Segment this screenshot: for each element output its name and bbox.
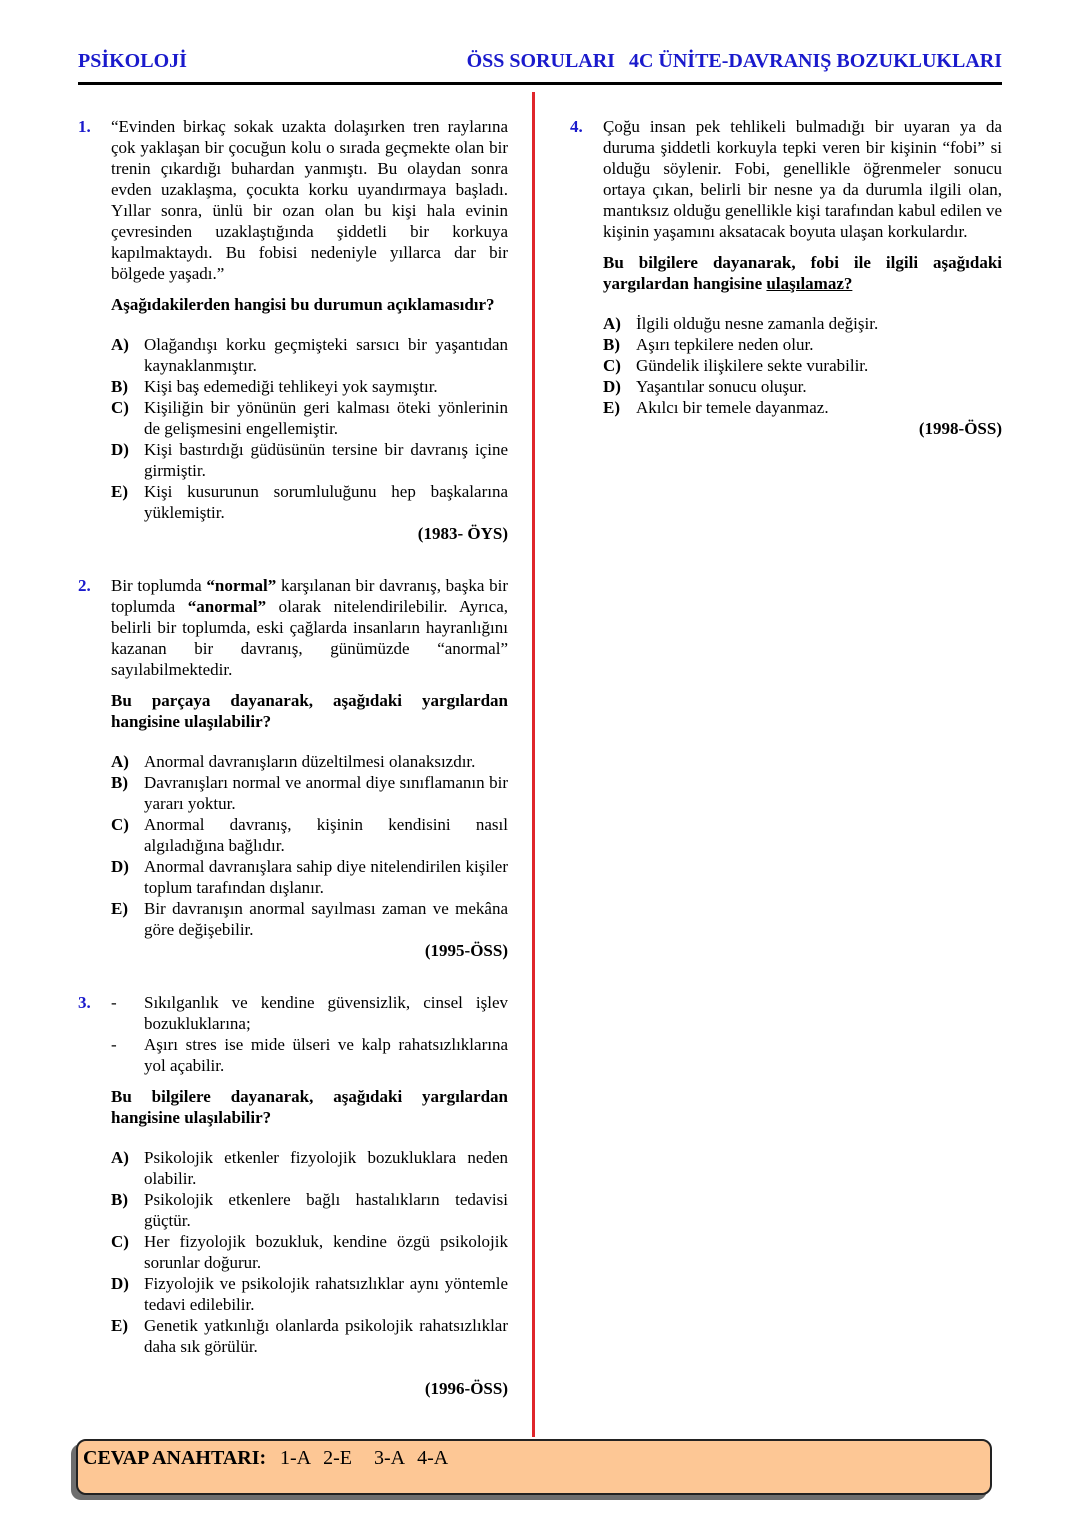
answer-item: 3-A bbox=[374, 1447, 406, 1469]
stem-text: karşılanan bir davranış, başka bir toplumda bbox=[111, 576, 508, 616]
option-text: Her fizyolojik bozukluk, kendine özgü psikolojik sorunlar doğurur. bbox=[144, 1232, 508, 1272]
question-2 bbox=[78, 575, 508, 961]
option-c[interactable] bbox=[111, 814, 508, 856]
stem-text: Bir toplumda bbox=[111, 576, 207, 595]
option-text: Anormal davranışlara sahip diye nitelendirilen kişiler toplum tarafından dışlanır. bbox=[144, 857, 508, 897]
option-letter: B) bbox=[603, 335, 620, 354]
option-letter: E) bbox=[111, 899, 128, 918]
option-letter: B) bbox=[111, 773, 128, 792]
option-text: Gündelik ilişkilere sekte vurabilir. bbox=[636, 356, 869, 375]
option-d[interactable] bbox=[111, 1273, 508, 1315]
option-letter: E) bbox=[603, 398, 620, 417]
stem-emphasis: “normal” bbox=[206, 576, 277, 595]
option-b[interactable] bbox=[111, 772, 508, 814]
option-letter: E) bbox=[111, 1316, 128, 1335]
option-letter: D) bbox=[111, 1274, 129, 1293]
option-a[interactable] bbox=[111, 1147, 508, 1189]
answer-key-box bbox=[76, 1439, 992, 1495]
header-rule bbox=[78, 82, 1002, 85]
option-b[interactable] bbox=[111, 376, 508, 397]
option-e[interactable] bbox=[111, 481, 508, 523]
option-b[interactable] bbox=[603, 334, 1002, 355]
premise-item bbox=[111, 992, 508, 1034]
option-letter: A) bbox=[111, 1148, 129, 1167]
option-text: Psikolojik etkenlere bağlı hastalıkların tedavisi güçtür. bbox=[144, 1190, 508, 1230]
option-a[interactable] bbox=[111, 751, 508, 772]
option-letter: C) bbox=[111, 1232, 129, 1251]
option-d[interactable] bbox=[111, 439, 508, 481]
question-prompt: Bu parçaya dayanarak, aşağıdaki yargılardan hangisine ulaşılabilir? bbox=[111, 691, 508, 731]
unit-title: 4C ÜNİTE-DAVRANIŞ BOZUKLUKLARI bbox=[628, 50, 1002, 72]
option-c[interactable] bbox=[603, 355, 1002, 376]
premise-text: Sıkılganlık ve kendine güvensizlik, cinsel işlev bozukluklarına; bbox=[144, 993, 508, 1033]
option-c[interactable] bbox=[111, 1231, 508, 1273]
option-a[interactable] bbox=[111, 334, 508, 376]
option-d[interactable] bbox=[603, 376, 1002, 397]
question-source: (1995-ÖSS) bbox=[424, 941, 508, 960]
prompt-emphasis: ulaşılamaz? bbox=[766, 274, 853, 293]
option-text: Davranışları normal ve anormal diye sınıflamanın bir yararı yoktur. bbox=[144, 773, 508, 813]
option-letter: A) bbox=[111, 752, 129, 771]
answer-item: 1-A bbox=[280, 1447, 312, 1469]
question-number: 3. bbox=[78, 993, 91, 1012]
series-title: ÖSS SORULARI bbox=[466, 50, 615, 72]
right-column bbox=[570, 116, 1002, 439]
option-text: Anormal davranışların düzeltilmesi olanaksızdır. bbox=[144, 752, 476, 771]
option-letter: B) bbox=[111, 377, 128, 396]
option-text: Fizyolojik ve psikolojik rahatsızlıklar aynı yöntemle tedavi edilebilir. bbox=[144, 1274, 508, 1314]
stem-emphasis: “anormal” bbox=[187, 597, 267, 616]
option-e[interactable] bbox=[603, 397, 1002, 418]
option-letter: A) bbox=[603, 314, 621, 333]
header-right bbox=[467, 50, 1002, 73]
question-prompt: Aşağıdakilerden hangisi bu durumun açıklamasıdır? bbox=[111, 295, 495, 314]
premise-text: Aşırı stres ise mide ülseri ve kalp rahatsızlıklarına yol açabilir. bbox=[144, 1035, 508, 1075]
options bbox=[603, 313, 1002, 418]
option-letter: D) bbox=[111, 857, 129, 876]
question-stem: “Evinden birkaç sokak uzakta dolaşırken tren raylarına çok yaklaşan bir çocuğun kolu o sırada geçmekte olan bir trenin çıkardığı buhardan yanmıştı. Bu olaydan sonra evden uzaklaşma, çocukta korku uyandırmaya başladı. Yıllar sonra, ünlü bir ozan olan bu kişi hala evinin çevresinden uzaklaştığında şiddetli bir korkuya kapılmaktaydı. Bu fobisi nedeniyle yıllarca dar bir bölgede yaşadı.” bbox=[111, 117, 508, 283]
option-letter: D) bbox=[603, 377, 621, 396]
question-source: (1983- ÖYS) bbox=[417, 524, 508, 543]
option-letter: B) bbox=[111, 1190, 128, 1209]
question-3 bbox=[78, 992, 508, 1399]
option-text: Yaşantılar sonucu oluşur. bbox=[636, 377, 807, 396]
question-4 bbox=[570, 116, 1002, 439]
question-prompt: Bu bilgilere dayanarak, aşağıdaki yargılardan hangisine ulaşılabilir? bbox=[111, 1087, 508, 1127]
answer-item: 4-A bbox=[417, 1447, 449, 1469]
option-text: Akılcı bir temele dayanmaz. bbox=[636, 398, 829, 417]
option-text: Kişiliğin bir yönünün geri kalması öteki yönlerinin de gelişmesini engellemiştir. bbox=[144, 398, 508, 438]
option-letter: E) bbox=[111, 482, 128, 501]
question-1 bbox=[78, 116, 508, 544]
option-text: Kişi bastırdığı güdüsünün tersine bir davranış içine girmiştir. bbox=[144, 440, 508, 480]
question-number: 1. bbox=[78, 117, 91, 136]
subject-title: PSİKOLOJİ bbox=[78, 50, 187, 72]
answer-item: 2-E bbox=[323, 1447, 352, 1469]
option-letter: C) bbox=[603, 356, 621, 375]
option-letter: D) bbox=[111, 440, 129, 459]
option-letter: C) bbox=[111, 398, 129, 417]
question-stem bbox=[111, 575, 508, 680]
option-c[interactable] bbox=[111, 397, 508, 439]
question-stem: Çoğu insan pek tehlikeli bulmadığı bir uyaran ya da duruma şiddetli korkuyla tepki veren bir kişinin “fobi” si olduğu söylenir. Fobi, genellikle öğrenmeler sonucu ortaya çıkan, belirli bir nesne ya da durumla ilgili olan, mantıksız olduğu genellikle kişi tarafından kabul edilen ve kişinin yaşamını aksatacak boyuta ulaşan korkulardır. bbox=[603, 117, 1002, 241]
option-letter: C) bbox=[111, 815, 129, 834]
option-text: İlgili olduğu nesne zamanla değişir. bbox=[636, 314, 879, 333]
prompt-text: Bu bilgilere dayanarak, fobi ile ilgili aşağıdaki yargılardan hangisine bbox=[603, 253, 1002, 293]
option-d[interactable] bbox=[111, 856, 508, 898]
dash-bullet: - bbox=[111, 1035, 117, 1054]
answer-key-label: CEVAP ANAHTARI: bbox=[83, 1447, 267, 1469]
options bbox=[111, 751, 508, 940]
question-number: 4. bbox=[570, 117, 583, 136]
option-letter: A) bbox=[111, 335, 129, 354]
stem-text: olarak nitelendirilebilir. Ayrıca, belirli bir toplumda, eski çağlarda insanların hayranlığını kazanan bir davranış, günümüzde “anormal” sayılabilmektedir. bbox=[111, 597, 508, 679]
dash-bullet: - bbox=[111, 993, 117, 1012]
question-source: (1998-ÖSS) bbox=[918, 419, 1002, 438]
option-b[interactable] bbox=[111, 1189, 508, 1231]
option-text: Psikolojik etkenler fizyolojik bozukluklara neden olabilir. bbox=[144, 1148, 508, 1188]
options bbox=[111, 334, 508, 523]
option-text: Kişi kusurunun sorumluluğunu hep başkalarına yüklemiştir. bbox=[144, 482, 508, 522]
option-text: Kişi baş edemediği tehlikeyi yok saymıştır. bbox=[144, 377, 438, 396]
question-source: (1996-ÖSS) bbox=[424, 1379, 508, 1398]
option-text: Olağandışı korku geçmişteki sarsıcı bir yaşantıdan kaynaklanmıştır. bbox=[144, 335, 508, 375]
page-header bbox=[78, 50, 1002, 80]
premise-item bbox=[111, 1034, 508, 1076]
option-e[interactable] bbox=[111, 1315, 508, 1357]
question-prompt bbox=[603, 252, 1002, 294]
option-text: Anormal davranış, kişinin kendisini nasıl algıladığına bağlıdır. bbox=[144, 815, 508, 855]
answer-key-items bbox=[280, 1447, 460, 1470]
option-text: Aşırı tepkilere neden olur. bbox=[636, 335, 814, 354]
option-e[interactable] bbox=[111, 898, 508, 940]
option-text: Bir davranışın anormal sayılması zaman ve mekâna göre değişebilir. bbox=[144, 899, 508, 939]
question-number: 2. bbox=[78, 576, 91, 595]
option-a[interactable] bbox=[603, 313, 1002, 334]
column-divider bbox=[532, 92, 535, 1437]
options bbox=[111, 1147, 508, 1357]
left-column bbox=[78, 116, 508, 1399]
option-text: Genetik yatkınlığı olanlarda psikolojik rahatsızlıklar daha sık görülür. bbox=[144, 1316, 508, 1356]
